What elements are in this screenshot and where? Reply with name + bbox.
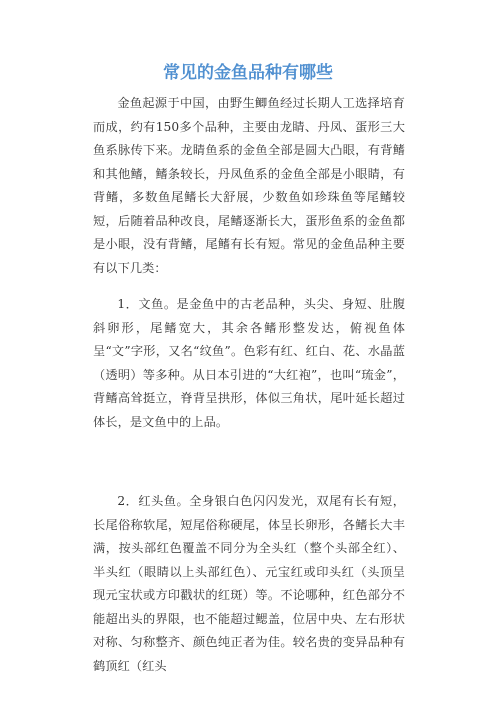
document-title: 常见的金鱼品种有哪些 [163, 63, 333, 83]
wenyu-paragraph: 1．文鱼。是金鱼中的古老品种，头尖、身短、肚腹斜卵形，尾鳍宽大，其余各鳍形整发达，俯视鱼体呈“文”字形，又名“纹鱼”。色彩有红、红白、花、水晶蓝（透明）等多种。从日本引进的“大红袍”，也叫“琉金”，背鳍高耸挺立，脊背呈拱形，体似三角状，尾叶延长超过体长，是文鱼中的上品。 [93, 297, 405, 429]
hongtouyu-paragraph: 2．红头鱼。全身银白色闪闪发光，双尾有长有短，长尾俗称软尾，短尾俗称硬尾，体呈长卵形，各鳍长大丰满，按头部红色覆盖不同分为全头红（整个头部全红）、半头红（眼睛以上头部红色）、元宝红或印头红（头顶呈现元宝状或方印戳状的红斑）等。不论哪种，红色部分不能超出头的界限，也不能超过鳃盖，位居中央、左右形状对称、匀称整齐、颜色纯正者为佳。较名贵的变异品种有鹤顶红（红头 [93, 494, 405, 673]
intro-paragraph: 金鱼起源于中国，由野生鲫鱼经过长期人工选择培育而成，约有150多个品种，主要由龙睛、丹凤、蛋形三大鱼系脉传下来。龙睛鱼系的金鱼全部是圆大凸眼，有背鳍和其他鳍，鳍条较长，丹凤鱼系的金鱼全部是小眼睛，有背鳍，多数鱼尾鳍长大舒展，少数鱼如珍珠鱼等尾鳍较短，后随着品种改良，尾鳍逐渐长大，蛋形鱼系的金鱼都是小眼，没有背鳍，尾鳍有长有短。常见的金鱼品种主要有以下几类： [93, 96, 405, 275]
